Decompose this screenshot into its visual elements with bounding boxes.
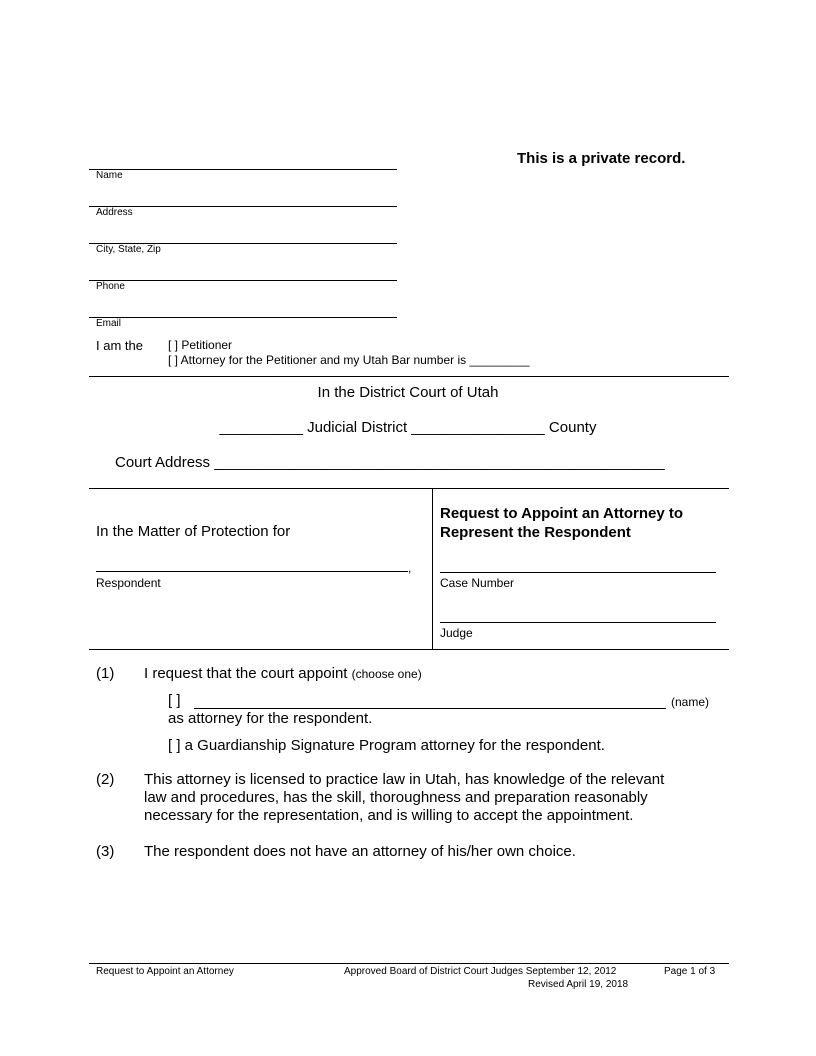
- respondent-label: Respondent: [96, 576, 161, 590]
- item-1-choose: (choose one): [351, 667, 422, 681]
- court-address-line[interactable]: Court Address ______________________________________________________: [115, 454, 665, 471]
- item-2-line3: necessary for the representation, and is willing to accept the appointment.: [144, 807, 634, 824]
- court-title: In the District Court of Utah: [317, 384, 499, 401]
- footer-form-title: Request to Appoint an Attorney: [96, 966, 234, 977]
- document-title-line1: Request to Appoint an Attorney to: [440, 505, 684, 522]
- footer-rule: [89, 963, 729, 964]
- footer-approved: Approved Board of District Court Judges September 12, 2012: [344, 966, 617, 977]
- judge-line[interactable]: [440, 622, 716, 623]
- item-2-line1: This attorney is licensed to practice law in Utah, has knowledge of the relevant: [144, 771, 665, 788]
- document-title: [440, 504, 683, 542]
- caption-top-rule: [89, 488, 729, 489]
- city-state-zip-label: City, State, Zip: [96, 244, 161, 255]
- name-line[interactable]: [89, 169, 397, 170]
- option-b-checkbox[interactable]: [ ] a Guardianship Signature Program attorney for the respondent.: [168, 737, 605, 754]
- private-record-notice: This is a private record.: [517, 150, 686, 167]
- item-1-main: I request that the court appoint: [144, 665, 348, 682]
- name-label: Name: [96, 170, 123, 181]
- document-title-line2: Represent the Respondent: [440, 524, 631, 541]
- item-3-text: The respondent does not have an attorney of his/her own choice.: [144, 843, 576, 860]
- address-line[interactable]: [89, 206, 397, 207]
- option-a-checkbox[interactable]: [ ]: [168, 692, 181, 709]
- option-a-continuation: as attorney for the respondent.: [168, 710, 373, 727]
- judge-label: Judge: [440, 626, 473, 640]
- respondent-name-line[interactable]: [96, 571, 408, 572]
- caption-divider: [432, 489, 433, 649]
- name-hint: (name): [671, 695, 710, 709]
- respondent-comma: ,: [408, 561, 412, 575]
- item-2-line2: law and procedures, has the skill, thoroughness and preparation reasonably: [144, 789, 648, 806]
- item-1-number: (1): [96, 665, 115, 682]
- case-number-line[interactable]: [440, 572, 716, 573]
- i-am-label: I am the: [96, 338, 143, 353]
- attorney-checkbox[interactable]: [ ] Attorney for the Petitioner and my Utah Bar number is _________: [168, 353, 530, 367]
- item-2-number: (2): [96, 771, 115, 788]
- petitioner-checkbox[interactable]: [ ] Petitioner: [168, 338, 233, 352]
- matter-label: In the Matter of Protection for: [96, 523, 291, 540]
- phone-line[interactable]: [89, 280, 397, 281]
- judicial-district-line[interactable]: __________ Judicial District ________________ County: [219, 419, 597, 436]
- attorney-name-line[interactable]: [194, 708, 666, 709]
- item-3-number: (3): [96, 843, 115, 860]
- phone-label: Phone: [96, 281, 125, 292]
- item-2-text: [144, 771, 664, 825]
- footer-revised: Revised April 19, 2018: [528, 979, 629, 990]
- item-1-text: [144, 665, 422, 683]
- footer-page-number: Page 1 of 3: [664, 966, 716, 977]
- caption-bottom-rule: [89, 649, 729, 650]
- case-number-label: Case Number: [440, 576, 515, 590]
- address-label: Address: [96, 207, 133, 218]
- divider: [89, 376, 729, 377]
- email-line[interactable]: [89, 317, 397, 318]
- email-label: Email: [96, 318, 122, 329]
